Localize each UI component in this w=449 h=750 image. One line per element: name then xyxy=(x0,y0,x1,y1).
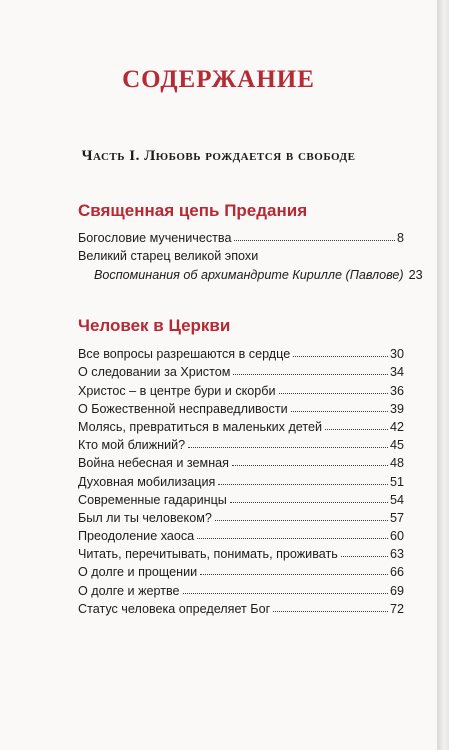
dot-leader xyxy=(293,356,388,357)
dot-leader xyxy=(197,538,388,539)
dot-leader xyxy=(233,374,388,375)
toc-entry[interactable] xyxy=(78,489,404,507)
dot-leader xyxy=(218,484,388,485)
part-title: Часть I. Любовь рождается в свободе xyxy=(81,148,356,164)
entry-title: Статус человека определяет Бог xyxy=(78,601,271,616)
section-heading: Человек в Церкви xyxy=(78,316,231,335)
entry-title: Все вопросы разрешаются в сердце xyxy=(78,347,291,362)
dot-leader xyxy=(279,393,388,394)
toc-entry[interactable] xyxy=(78,452,404,470)
entry-page: 54 xyxy=(389,492,404,507)
entry-title: О долге и жертве xyxy=(78,583,180,598)
entry-title: Богословие мученичества xyxy=(78,231,232,246)
entry-title: Кто мой ближний? xyxy=(78,438,186,453)
entry-title: Великий старец великой эпохи xyxy=(78,249,259,264)
entry-page: 30 xyxy=(389,347,404,362)
toc-entry[interactable] xyxy=(78,416,404,434)
entry-title: Читать, перечитывать, понимать, проживать xyxy=(78,547,338,562)
toc-entry[interactable] xyxy=(78,543,404,561)
entry-page: 63 xyxy=(389,547,404,562)
entry-title: О долге и прощении xyxy=(78,565,198,580)
entry-title: Современные гадаринцы xyxy=(78,492,227,507)
dot-leader xyxy=(200,574,388,575)
entry-title: Преодоление хаоса xyxy=(78,529,195,544)
toc-entry[interactable] xyxy=(78,245,404,263)
entry-page: 8 xyxy=(396,231,404,246)
dot-leader xyxy=(215,520,388,521)
entry-page: 45 xyxy=(389,438,404,453)
dot-leader xyxy=(188,447,388,448)
entry-page: 60 xyxy=(389,529,404,544)
toc-entry-subtitle[interactable] xyxy=(78,263,423,282)
dot-leader xyxy=(230,502,388,503)
dot-leader xyxy=(273,611,388,612)
entry-title: Молясь, превратиться в маленьких детей xyxy=(78,419,323,434)
toc-entry[interactable] xyxy=(78,361,404,379)
entry-title: Был ли ты человеком? xyxy=(78,510,212,525)
entry-page: 51 xyxy=(389,474,404,489)
entry-title: Христос – в центре бури и скорби xyxy=(78,383,276,398)
entry-page: 34 xyxy=(389,365,404,380)
entry-title: Воспоминания об архимандрите Кирилле (Павлове) xyxy=(94,267,404,282)
toc-entry[interactable] xyxy=(78,227,404,245)
toc-entry[interactable] xyxy=(78,434,404,452)
entry-page: 72 xyxy=(389,601,404,616)
toc-entry[interactable] xyxy=(78,470,404,488)
dot-leader xyxy=(325,429,388,430)
entry-page: 36 xyxy=(389,383,404,398)
dot-leader xyxy=(183,593,388,594)
toc-entry[interactable] xyxy=(78,561,404,579)
toc-entry[interactable] xyxy=(78,398,404,416)
toc-entry[interactable] xyxy=(78,579,404,597)
entry-title: Духовная мобилизация xyxy=(78,474,216,489)
dot-leader xyxy=(291,411,388,412)
entry-title: О Божественной несправедливости xyxy=(78,401,288,416)
entry-page: 48 xyxy=(389,456,404,471)
entry-page: 69 xyxy=(389,583,404,598)
dot-leader xyxy=(341,556,388,557)
entry-page: 57 xyxy=(389,510,404,525)
entry-page: 42 xyxy=(389,419,404,434)
toc-entry[interactable] xyxy=(78,598,404,616)
toc-entry[interactable] xyxy=(78,343,404,361)
toc-section-1 xyxy=(78,227,423,282)
page-edge xyxy=(437,0,449,750)
entry-title: О следовании за Христом xyxy=(78,365,231,380)
entry-page: 39 xyxy=(389,401,404,416)
entry-page: 66 xyxy=(389,565,404,580)
toc-entry[interactable] xyxy=(78,525,404,543)
entry-page: 23 xyxy=(408,267,423,282)
section-heading: Священная цепь Предания xyxy=(78,201,308,220)
entry-title: Война небесная и земная xyxy=(78,456,229,471)
dot-leader xyxy=(232,465,388,466)
toc-section-2 xyxy=(78,343,404,616)
toc-entry[interactable] xyxy=(78,507,404,525)
toc-entry[interactable] xyxy=(78,379,404,397)
dot-leader xyxy=(234,240,395,241)
page-title: СОДЕРЖАНИЕ xyxy=(122,66,315,93)
